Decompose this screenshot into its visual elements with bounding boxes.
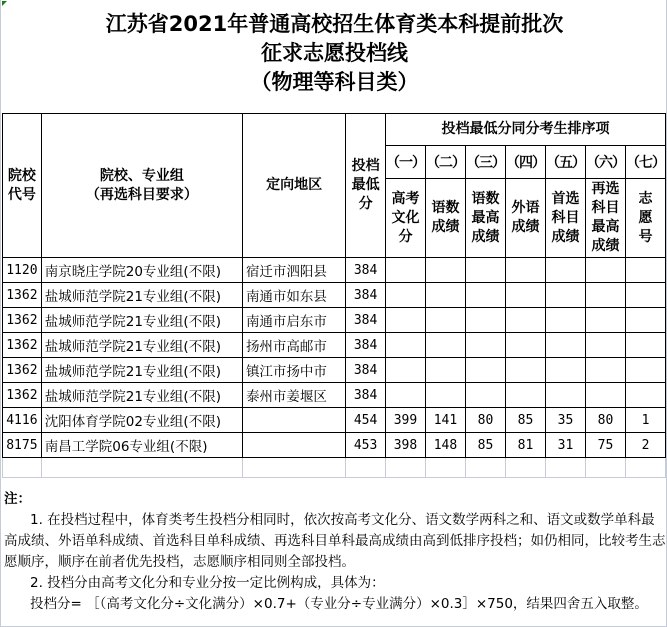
cell-region[interactable]: 扬州市高邮市 bbox=[242, 333, 345, 358]
cell-group[interactable]: 盐城师范学院21专业组(不限) bbox=[41, 283, 242, 308]
cell-t6[interactable] bbox=[585, 283, 625, 308]
cell-t7[interactable]: 1 bbox=[625, 408, 665, 433]
header-school-group: 院校、专业组 （再选科目要求） bbox=[41, 114, 242, 258]
cell-t2[interactable] bbox=[425, 308, 465, 333]
note-3-formula: 投档分= ［（高考文化分÷文化满分）×0.7+（专业分÷专业满分）×0.3］×750，结果四舍五入取整。 bbox=[30, 596, 648, 612]
cell-region[interactable]: 南通市如东县 bbox=[242, 283, 345, 308]
empty-cell[interactable] bbox=[3, 458, 42, 478]
cell-score[interactable]: 454 bbox=[346, 408, 386, 433]
cell-t4[interactable] bbox=[505, 383, 545, 408]
header-region: 定向地区 bbox=[242, 114, 345, 258]
note-2: 2. 投档分由高考文化分和专业分按一定比例构成，具体为： bbox=[30, 575, 385, 591]
cell-code[interactable]: 8175 bbox=[3, 433, 42, 458]
title-line-2: 征求志愿投档线 bbox=[261, 41, 408, 65]
cell-score[interactable]: 384 bbox=[346, 283, 386, 308]
cell-t1[interactable] bbox=[385, 283, 425, 308]
empty-cell[interactable] bbox=[505, 458, 545, 478]
cell-t5[interactable] bbox=[545, 383, 585, 408]
header-tiebreak-title: 投档最低分同分考生排序项 bbox=[385, 114, 665, 146]
cell-t7[interactable] bbox=[625, 358, 665, 383]
cell-t3[interactable] bbox=[465, 383, 505, 408]
cell-code[interactable]: 1362 bbox=[3, 383, 42, 408]
cell-t1[interactable] bbox=[385, 358, 425, 383]
cell-t6[interactable]: 75 bbox=[585, 433, 625, 458]
cell-t6[interactable] bbox=[585, 308, 625, 333]
cell-group[interactable]: 盐城师范学院21专业组(不限) bbox=[41, 383, 242, 408]
tiebreak-item-2: 语数成绩 bbox=[425, 179, 465, 258]
table-row bbox=[3, 358, 666, 383]
cell-t3[interactable]: 80 bbox=[465, 408, 505, 433]
notes-heading: 注： bbox=[4, 491, 31, 507]
cell-group[interactable]: 盐城师范学院21专业组(不限) bbox=[41, 308, 242, 333]
empty-cell[interactable] bbox=[625, 458, 665, 478]
cell-t5[interactable] bbox=[545, 283, 585, 308]
cell-score[interactable]: 384 bbox=[346, 383, 386, 408]
notes-section bbox=[4, 489, 666, 615]
cell-t7[interactable] bbox=[625, 308, 665, 333]
cell-region[interactable]: 宿迁市泗阳县 bbox=[242, 258, 345, 283]
ordinal-4: （四） bbox=[505, 146, 545, 179]
cell-t3[interactable] bbox=[465, 283, 505, 308]
cell-t4[interactable]: 81 bbox=[505, 433, 545, 458]
empty-cell[interactable] bbox=[242, 458, 345, 478]
cell-t3[interactable] bbox=[465, 308, 505, 333]
cell-t7[interactable] bbox=[625, 333, 665, 358]
empty-grid-row bbox=[3, 458, 666, 478]
ordinal-5: （五） bbox=[545, 146, 585, 179]
cell-t7[interactable]: 2 bbox=[625, 433, 665, 458]
cell-t1[interactable]: 398 bbox=[385, 433, 425, 458]
cell-t4[interactable] bbox=[505, 358, 545, 383]
cell-t2[interactable] bbox=[425, 383, 465, 408]
cell-comment-marker bbox=[2, 1, 7, 6]
empty-cell[interactable] bbox=[545, 458, 585, 478]
empty-cell[interactable] bbox=[585, 458, 625, 478]
cell-t5[interactable]: 31 bbox=[545, 433, 585, 458]
cell-score[interactable]: 384 bbox=[346, 358, 386, 383]
cell-t6[interactable] bbox=[585, 258, 625, 283]
tiebreak-item-4: 外语成绩 bbox=[505, 179, 545, 258]
cell-code[interactable]: 1362 bbox=[3, 333, 42, 358]
cell-t3[interactable] bbox=[465, 258, 505, 283]
cell-region[interactable]: 镇江市扬中市 bbox=[242, 358, 345, 383]
cell-t7[interactable] bbox=[625, 283, 665, 308]
cell-t7[interactable] bbox=[625, 258, 665, 283]
note-1: 1. 在投档过程中，体育类考生投档分相同时，依次按高考文化分、语文数学两科之和、语文或数学单科最高成绩、外语单科成绩、首选科目单科成绩、再选科目单科最高成绩由高到低排序投档；如仍相同，比较考生志愿顺序，顺序在前者优先投档，志愿顺序相同则全部投档。 bbox=[4, 512, 666, 570]
cell-t3[interactable] bbox=[465, 333, 505, 358]
table-row bbox=[3, 258, 666, 283]
table-row bbox=[3, 308, 666, 333]
empty-cell[interactable] bbox=[41, 458, 242, 478]
cell-t3[interactable]: 85 bbox=[465, 433, 505, 458]
cell-t5[interactable]: 35 bbox=[545, 408, 585, 433]
cell-t5[interactable] bbox=[545, 308, 585, 333]
cell-t6[interactable] bbox=[585, 333, 625, 358]
table-row bbox=[3, 283, 666, 308]
cell-t2[interactable] bbox=[425, 333, 465, 358]
cell-group[interactable]: 盐城师范学院21专业组(不限) bbox=[41, 358, 242, 383]
tiebreak-item-3: 语数最高成绩 bbox=[465, 179, 505, 258]
empty-cell[interactable] bbox=[385, 458, 425, 478]
cell-code[interactable]: 1362 bbox=[3, 358, 42, 383]
title-line-3: （物理等科目类） bbox=[250, 70, 419, 94]
tiebreak-item-1: 高考文化分 bbox=[385, 179, 425, 258]
cell-t6[interactable] bbox=[585, 383, 625, 408]
cell-t2[interactable]: 141 bbox=[425, 408, 465, 433]
cell-code[interactable]: 1120 bbox=[3, 258, 42, 283]
cell-t4[interactable]: 85 bbox=[505, 408, 545, 433]
cell-group[interactable]: 沈阳体育学院02专业组(不限) bbox=[41, 408, 242, 433]
cell-t5[interactable] bbox=[545, 333, 585, 358]
cell-t1[interactable] bbox=[385, 258, 425, 283]
ordinal-6: （六） bbox=[585, 146, 625, 179]
cell-t5[interactable] bbox=[545, 358, 585, 383]
cell-code[interactable]: 1362 bbox=[3, 308, 42, 333]
admission-table bbox=[2, 113, 666, 478]
cell-score[interactable]: 453 bbox=[346, 433, 386, 458]
cell-t1[interactable] bbox=[385, 333, 425, 358]
cell-score[interactable]: 384 bbox=[346, 258, 386, 283]
empty-cell[interactable] bbox=[425, 458, 465, 478]
tiebreak-item-7: 志愿号 bbox=[625, 179, 665, 258]
cell-t2[interactable] bbox=[425, 283, 465, 308]
empty-cell[interactable] bbox=[346, 458, 386, 478]
tiebreak-item-6: 再选科目最高成绩 bbox=[585, 179, 625, 258]
ordinal-2: （二） bbox=[425, 146, 465, 179]
cell-t2[interactable] bbox=[425, 258, 465, 283]
tiebreak-item-5: 首选科目成绩 bbox=[545, 179, 585, 258]
cell-code[interactable]: 4116 bbox=[3, 408, 42, 433]
cell-t1[interactable]: 399 bbox=[385, 408, 425, 433]
cell-t1[interactable] bbox=[385, 308, 425, 333]
table-row bbox=[3, 383, 666, 408]
header-code: 院校代号 bbox=[3, 114, 42, 258]
ordinal-7: （七） bbox=[625, 146, 665, 179]
cell-t4[interactable] bbox=[505, 258, 545, 283]
cell-t6[interactable]: 80 bbox=[585, 408, 625, 433]
page-title bbox=[1, 10, 667, 97]
cell-region[interactable] bbox=[242, 433, 345, 458]
cell-code[interactable]: 1362 bbox=[3, 283, 42, 308]
cell-t1[interactable] bbox=[385, 383, 425, 408]
ordinal-1: （一） bbox=[385, 146, 425, 179]
table-row bbox=[3, 333, 666, 358]
title-line-1: 江苏省2021年普通高校招生体育类本科提前批次 bbox=[105, 12, 564, 36]
cell-group[interactable]: 南京晓庄学院20专业组(不限) bbox=[41, 258, 242, 283]
cell-score[interactable]: 384 bbox=[346, 333, 386, 358]
cell-t6[interactable] bbox=[585, 358, 625, 383]
cell-score[interactable]: 384 bbox=[346, 308, 386, 333]
cell-t5[interactable] bbox=[545, 258, 585, 283]
cell-t2[interactable]: 148 bbox=[425, 433, 465, 458]
cell-group[interactable]: 南昌工学院06专业组(不限) bbox=[41, 433, 242, 458]
cell-t7[interactable] bbox=[625, 383, 665, 408]
cell-t4[interactable] bbox=[505, 333, 545, 358]
table-row bbox=[3, 408, 666, 433]
cell-t4[interactable] bbox=[505, 308, 545, 333]
cell-region[interactable] bbox=[242, 408, 345, 433]
cell-t4[interactable] bbox=[505, 283, 545, 308]
cell-region[interactable]: 南通市启东市 bbox=[242, 308, 345, 333]
empty-cell[interactable] bbox=[465, 458, 505, 478]
cell-region[interactable]: 泰州市姜堰区 bbox=[242, 383, 345, 408]
cell-group[interactable]: 盐城师范学院21专业组(不限) bbox=[41, 333, 242, 358]
cell-t2[interactable] bbox=[425, 358, 465, 383]
cell-t3[interactable] bbox=[465, 358, 505, 383]
table-row bbox=[3, 433, 666, 458]
header-min-score: 投档最低分 bbox=[346, 114, 386, 258]
ordinal-3: （三） bbox=[465, 146, 505, 179]
